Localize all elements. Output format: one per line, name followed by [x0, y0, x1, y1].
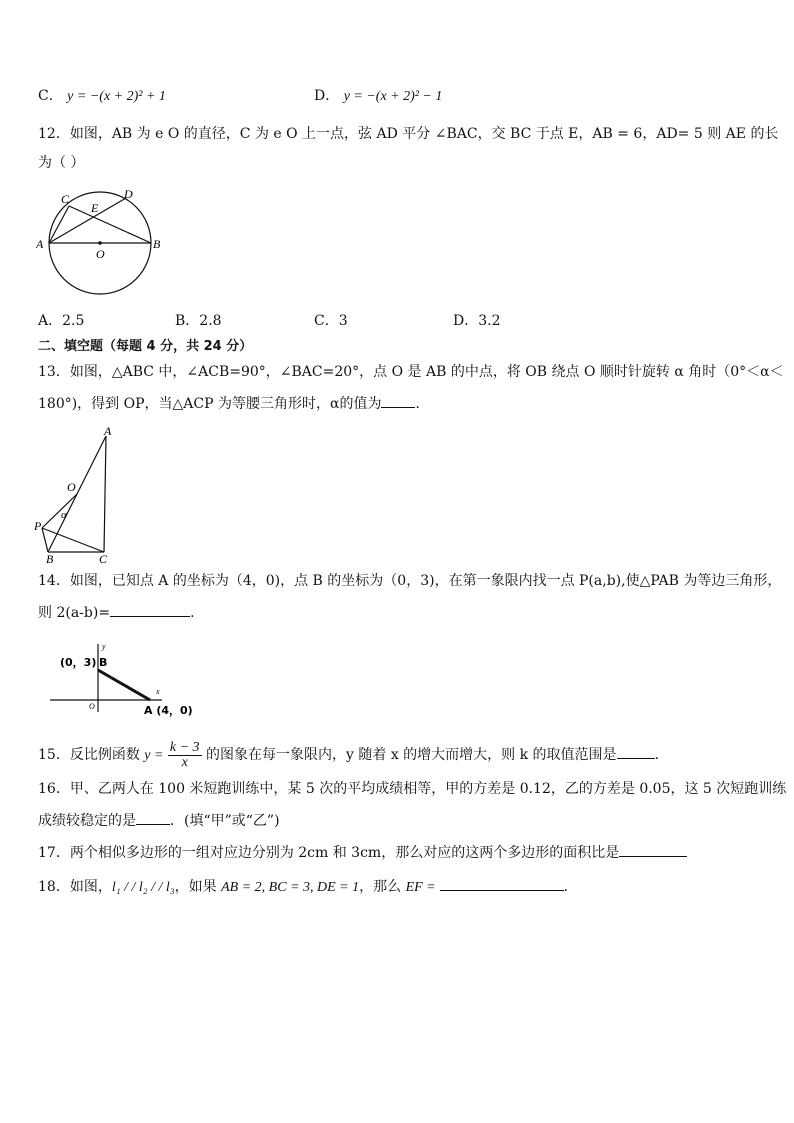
q13-triangle-figure [34, 424, 124, 564]
label-e: E [91, 201, 99, 215]
q18-end: ． [563, 879, 578, 895]
q15-end: . [654, 747, 660, 763]
q15-suffix: 的图象在每一象限内，y 随着 x 的增大而增大，则 k 的取值范围是 [201, 747, 617, 763]
q17-answer-blank[interactable] [619, 842, 687, 857]
q15-denominator: x [181, 754, 188, 770]
q12-text-line2: 为（ ） [38, 155, 85, 171]
label-a: A [104, 424, 112, 438]
q13-text-b: ． [415, 396, 430, 412]
section-fill-in-title: 二、填空题（每题 4 分，共 24 分） [38, 339, 253, 354]
q16-text-line2 [38, 810, 280, 831]
q17-text [38, 842, 687, 863]
q13-answer-blank[interactable] [381, 393, 415, 408]
q18-mid: ，如果 [174, 879, 222, 895]
q12-option-c: C．3 [314, 313, 348, 329]
q18-prefix: 18．如图， [38, 879, 112, 895]
q15-y-eq: y = [144, 748, 164, 763]
label-b-coord: (0，3) [60, 656, 97, 669]
label-a: A (4，0) [144, 704, 193, 717]
q18-parallel-lines: l₁ / / l₂ / / l₃ [111, 880, 175, 895]
q12-option-b: B．2.8 [175, 313, 222, 329]
q12-text-line1: 12．如图，AB 为 e O 的直径，C 为 e O 上一点，弦 AD 平分 ∠BAC，交 BC 于点 E，AB = 6，AD= 5 则 AE 的长 [38, 126, 779, 142]
q14-text-line2 [38, 602, 204, 623]
q12-option-d: D．3.2 [453, 313, 501, 329]
q16-answer-blank[interactable] [136, 810, 170, 825]
q18-text [38, 876, 578, 898]
q16-text-a: 成绩较稳定的是 [38, 813, 136, 829]
q14-text-a: 则 2(a-b)= [38, 605, 111, 621]
label-p: P [34, 519, 42, 533]
q11-option-c [38, 86, 166, 107]
q18-ef: EF = [405, 880, 436, 895]
q12-option-a: A．2.5 [38, 313, 85, 329]
option-d-formula: y = −(x + 2)² − 1 [343, 89, 443, 104]
q13-text-line2 [38, 393, 429, 414]
q14-text-line1: 14．如图，已知点 A 的坐标为（4，0)，点 B 的坐标为（0，3)，在第一象限内找一点 P(a,b),使△PAB 为等边三角形， [38, 573, 782, 589]
label-a: A [36, 237, 44, 251]
label-x: x [156, 687, 160, 696]
q15-answer-blank[interactable] [617, 744, 655, 759]
q15-fraction [168, 741, 202, 770]
q12-circle-figure [36, 186, 166, 302]
q18-mid2: ，那么 [359, 879, 406, 895]
q18-answer-blank[interactable] [440, 876, 564, 891]
q13-text-a: 180°)，得到 OP，当△ACP 为等腰三角形时，α的值为 [38, 396, 382, 412]
q17-body: 17．两个相似多边形的一组对应边分别为 2cm 和 3cm，那么对应的这两个多边形的面积比是 [38, 845, 620, 861]
option-c-formula: y = −(x + 2)² + 1 [67, 89, 166, 104]
label-b: B [46, 552, 54, 564]
segment-ab [98, 670, 150, 700]
q13-text-line1: 13．如图，△ABC 中，∠ACB=90°，∠BAC=20°，点 O 是 AB 的中点，将 OB 绕点 O 顺时针旋转 α 角时（0°＜α＜ [38, 364, 784, 380]
q15-prefix: 15．反比例函数 [38, 747, 145, 763]
label-o: O [67, 480, 76, 494]
label-d: D [124, 187, 133, 201]
option-d-label: D． [314, 88, 340, 104]
label-y: y [102, 642, 106, 651]
q14-coordinate-figure [50, 640, 200, 720]
q16-text-line1: 16．甲、乙两人在 100 米短跑训练中，某 5 次的平均成绩相等，甲的方差是 0.12，乙的方差是 0.05，这 5 次短跑训练 [38, 781, 787, 797]
q14-answer-blank[interactable] [110, 602, 190, 617]
q15-numerator: k − 3 [169, 739, 200, 755]
q16-text-b: ．(填“甲”或“乙”) [170, 813, 280, 829]
label-c: C [61, 192, 70, 206]
q11-option-d [314, 86, 442, 107]
q14-text-b: ． [190, 605, 205, 621]
q18-condition: AB = 2, BC = 3, DE = 1 [221, 880, 360, 895]
q15-text [38, 740, 659, 771]
label-alpha: α [61, 509, 67, 521]
label-o: O [96, 247, 105, 261]
label-origin: O [89, 702, 95, 711]
label-b: B [99, 656, 108, 669]
option-c-label: C． [38, 88, 63, 104]
label-b: B [153, 237, 161, 251]
label-c: C [99, 552, 108, 564]
